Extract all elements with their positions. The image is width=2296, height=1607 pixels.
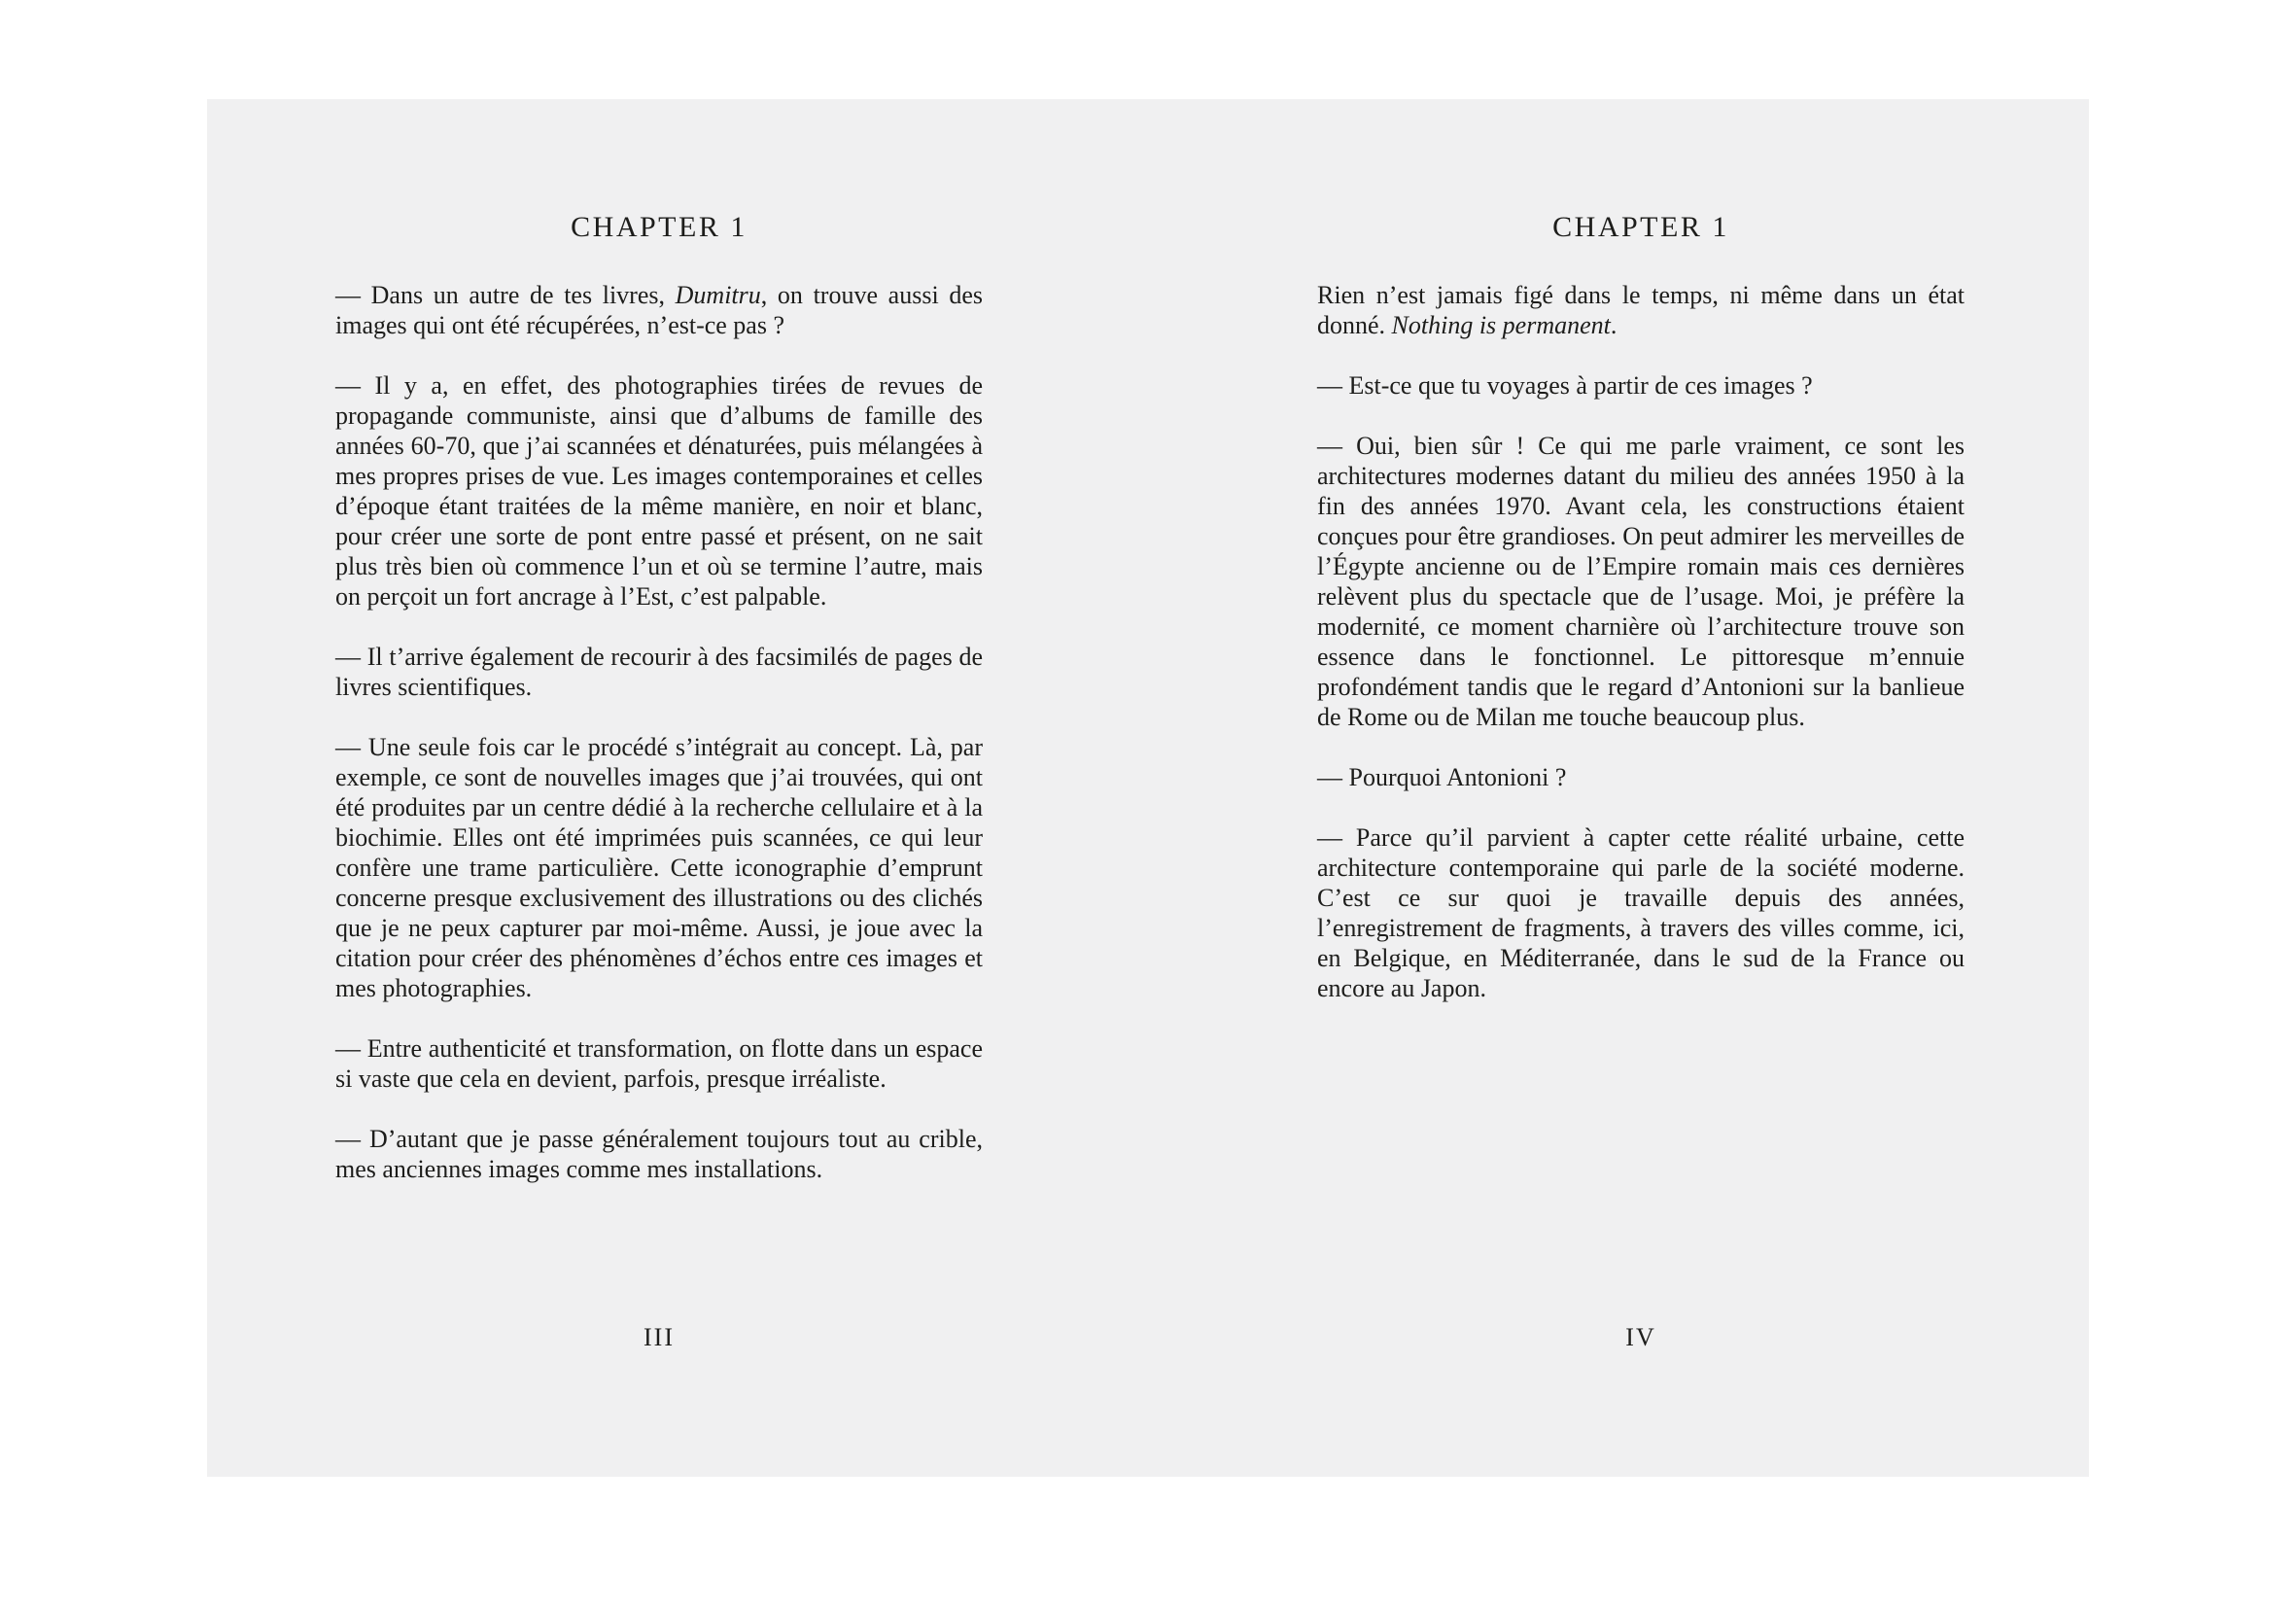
text-run: — D’autant que je passe généralement toujours tout au crible, mes anciennes images comme mes installations. bbox=[335, 1125, 983, 1183]
page-number-left: III bbox=[644, 1323, 675, 1351]
text-run: — Parce qu’il parvient à capter cette réalité urbaine, cette architecture contemporaine qui parle de la société moderne. C’est ce sur quoi je travaille depuis des années, l’enregistrement de fragments, à travers des villes comme, ici, en Belgique, en Méditerranée, dans le sud de la France ou encore au Japon. bbox=[1317, 823, 1965, 1002]
paragraph bbox=[335, 280, 983, 340]
text-run: — Dans un autre de tes livres, bbox=[335, 281, 676, 309]
italic-text-run: Nothing is permanent bbox=[1391, 311, 1611, 339]
paragraph bbox=[1317, 431, 1965, 732]
page-number-right: IV bbox=[1625, 1323, 1656, 1351]
text-run: — Il y a, en effet, des photographies tirées de revues de propagande communiste, ainsi que d’albums de famille des années 60-70, que j’ai scannées et dénaturées, puis mélangées à mes propres prises de vue. Les images contemporaines et celles d’époque étant traitées de la même manière, en noir et blanc, pour créer une sorte de pont entre passé et présent, on ne sait plus très bien où commence l’un et où se termine l’autre, mais on perçoit un fort ancrage à l’Est, c’est palpable. bbox=[335, 371, 983, 611]
text-run: Rien n’est jamais figé dans le temps, ni même dans un état donné. bbox=[1317, 281, 1965, 339]
page-left bbox=[335, 99, 983, 1477]
paragraph bbox=[335, 1033, 983, 1094]
page-left-body bbox=[335, 280, 983, 1184]
paragraph bbox=[335, 642, 983, 702]
paragraph bbox=[335, 732, 983, 1003]
chapter-header-left: CHAPTER 1 bbox=[571, 211, 748, 243]
book-spread bbox=[207, 99, 2089, 1477]
paragraph bbox=[335, 370, 983, 611]
paragraph bbox=[335, 1124, 983, 1184]
page-right-body bbox=[1317, 280, 1965, 1003]
text-run: — Entre authenticité et transformation, on flotte dans un espace si vaste que cela en devient, parfois, presque irréaliste. bbox=[335, 1034, 983, 1093]
text-run: — Il t’arrive également de recourir à des facsimilés de pages de livres scientifiques. bbox=[335, 643, 983, 701]
paragraph bbox=[1317, 370, 1965, 401]
text-run: — Une seule fois car le procédé s’intégrait au concept. Là, par exemple, ce sont de nouvelles images que j’ai trouvées, qui ont été produites par un centre dédié à la recherche cellulaire et à la biochimie. Elles ont été imprimées puis scannées, ce qui leur confère une trame particulière. Cette iconographie d’emprunt concerne presque exclusivement des illustrations ou des clichés que je ne peux capturer par moi-même. Aussi, je joue avec la citation pour créer des phénomènes d’échos entre ces images et mes photographies. bbox=[335, 733, 983, 1002]
paragraph bbox=[1317, 280, 1965, 340]
text-run: — Est-ce que tu voyages à partir de ces images ? bbox=[1317, 371, 1813, 400]
paragraph bbox=[1317, 822, 1965, 1003]
text-run: — Oui, bien sûr ! Ce qui me parle vraiment, ce sont les architectures modernes datant du milieu des années 1950 à la fin des années 1970. Avant cela, les constructions étaient conçues pour être grandioses. On peut admirer les merveilles de l’Égypte ancienne ou de l’Empire romain mais ces dernières relèvent plus du spectacle que de l’usage. Moi, je préfère la modernité, ce moment charnière où l’architecture trouve son essence dans le fonctionnel. Le pittoresque m’ennuie profondément tandis que le regard d’Antonioni sur la banlieue de Rome ou de Milan me touche beaucoup plus. bbox=[1317, 432, 1965, 731]
text-run: . bbox=[1610, 311, 1618, 339]
chapter-header-right: CHAPTER 1 bbox=[1552, 211, 1729, 243]
text-run: — Pourquoi Antonioni ? bbox=[1317, 763, 1567, 791]
italic-text-run: Dumitru bbox=[675, 281, 761, 309]
page-right bbox=[1317, 99, 1965, 1477]
text-run: , on trouve aussi des images qui ont été récupérées, n’est-ce pas ? bbox=[335, 281, 983, 339]
paragraph bbox=[1317, 762, 1965, 792]
